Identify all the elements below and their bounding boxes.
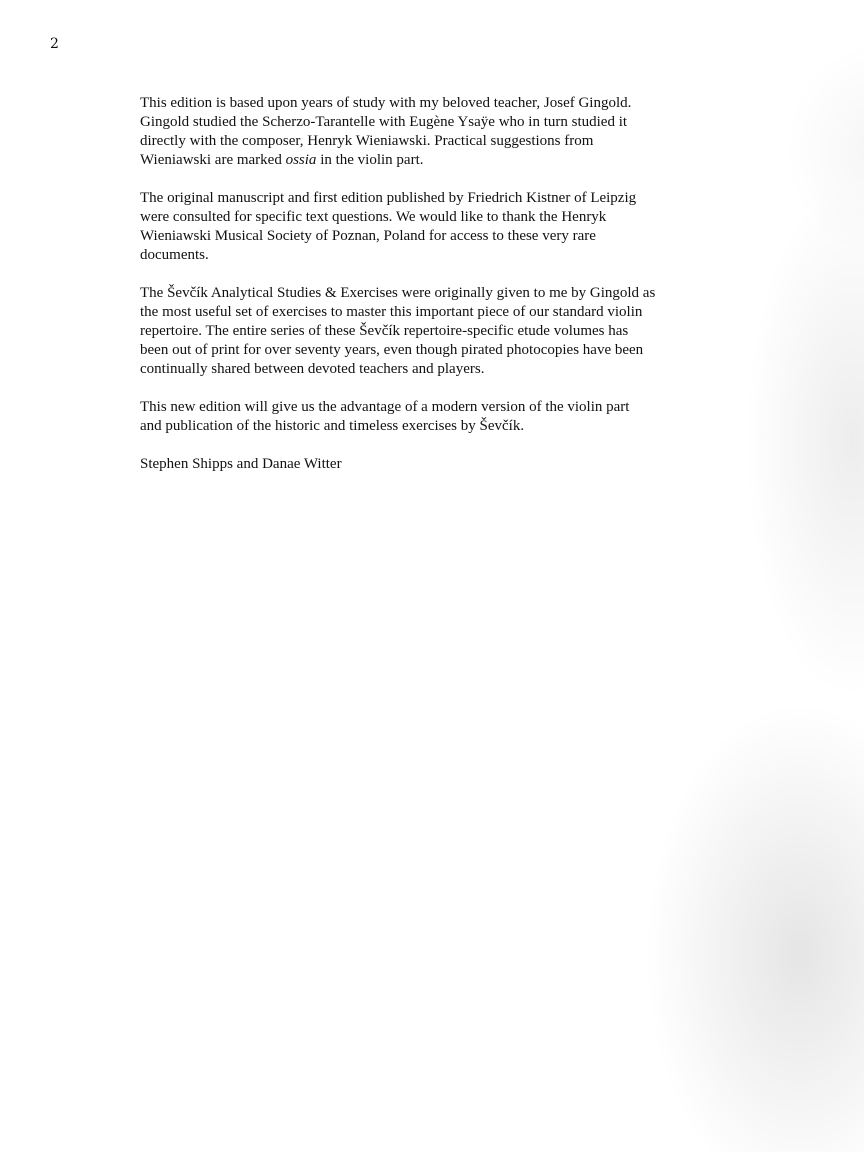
text-line: This new edition will give us the advantage of a modern version of the violin part (140, 399, 630, 415)
text-line: This edition is based upon years of study with my beloved teacher, Josef Gingold. (140, 95, 632, 111)
text-line: and publication of the historic and timeless exercises by Ševčík. (140, 418, 525, 434)
body-text (140, 94, 740, 474)
text-line: The Ševčík Analytical Studies & Exercises were originally given to me by Gingold as (140, 285, 656, 301)
text-line-ossia (140, 151, 740, 170)
text-line: were consulted for specific text questions. We would like to thank the Henryk (140, 209, 607, 225)
paper-shading (744, 180, 864, 700)
page-number: 2 (50, 36, 59, 52)
text-line: documents. (140, 247, 209, 263)
paper-shading (644, 700, 864, 1152)
text-line: the most useful set of exercises to master this important piece of our standard violin (140, 304, 643, 320)
paragraph-gingold (140, 94, 740, 170)
text-fragment: Wieniawski are marked (140, 152, 286, 168)
paragraph-new-edition (140, 398, 740, 436)
text-fragment: in the violin part. (316, 152, 424, 168)
paragraph-sevcik (140, 284, 740, 379)
paragraph-manuscript (140, 189, 740, 265)
text-line: repertoire. The entire series of these Ševčík repertoire-specific etude volumes has (140, 323, 629, 339)
text-line: The original manuscript and first edition published by Friedrich Kistner of Leipzig (140, 190, 637, 206)
text-line: Wieniawski Musical Society of Poznan, Poland for access to these very rare (140, 228, 596, 244)
text-line: directly with the composer, Henryk Wieniawski. Practical suggestions from (140, 133, 594, 149)
ossia-term: ossia (285, 152, 317, 168)
paper-shading (784, 40, 864, 260)
signature: Stephen Shipps and Danae Witter (140, 456, 342, 472)
text-line: been out of print for over seventy years, even though pirated photocopies have been (140, 342, 644, 358)
text-line: continually shared between devoted teachers and players. (140, 361, 485, 377)
text-line: Gingold studied the Scherzo-Tarantelle with Eugène Ysaÿe who in turn studied it (140, 114, 628, 130)
